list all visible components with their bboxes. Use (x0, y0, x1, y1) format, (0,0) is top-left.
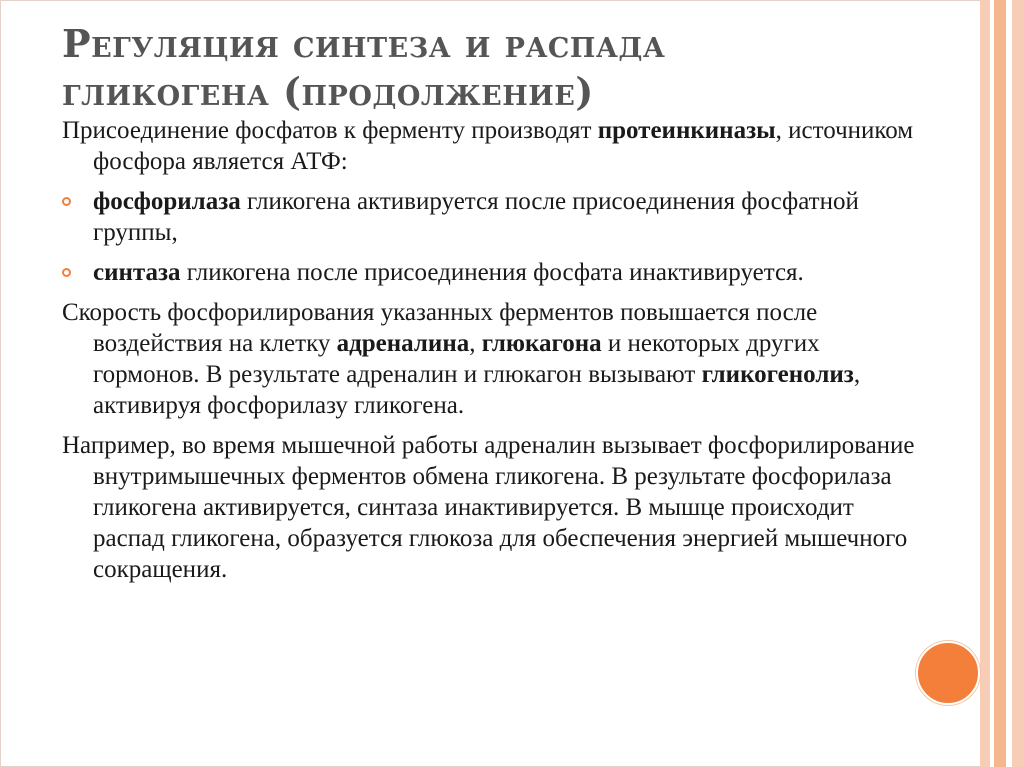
bold-term-glucagon: глюкагона (481, 330, 602, 357)
bold-term-adrenaline: адреналина (336, 330, 470, 357)
slide-title-line-1: Регуляция синтеза и распада (62, 21, 666, 66)
circle-bullet-icon (62, 197, 71, 206)
bullet-text: гликогена активируется после присоединения фосфатной группы, (93, 188, 859, 246)
bullet-item-synthase (62, 257, 922, 288)
bold-term-protein-kinases: протеинкиназы (597, 117, 776, 144)
bold-term-synthase: синтаза (93, 259, 181, 286)
paragraph-text: , источником фосфора является АТФ: (93, 117, 914, 175)
paragraph-text: Присоединение фосфатов к ферменту производят (62, 117, 598, 144)
bold-term-glycogenolysis: гликогенолиз (701, 361, 854, 388)
decorative-stripe (994, 0, 1006, 767)
slide-title-line-2: гликогена (продолжение) (62, 69, 594, 114)
paragraph-text: , (469, 330, 482, 357)
paragraph-protein-kinases (62, 115, 922, 177)
paragraph-muscle-work-example: Например, во время мышечной работы адреналин вызывает фосфорилирование внутримышечных ферментов обмена гликогена. В результате фосфорилаза гликогена активируется, синтаза инактивируется. В мышце происходит распад гликогена, образуется глюкоза для обеспечения энергией мышечного сокращения. (62, 432, 915, 583)
bold-term-phosphorylase: фосфорилаза (93, 188, 241, 215)
bullet-item-phosphorylase (62, 186, 922, 248)
decorative-stripe (1012, 0, 1024, 767)
decorative-stripe (980, 0, 990, 767)
slide-body (62, 115, 922, 594)
circle-bullet-icon (62, 268, 71, 277)
paragraph-text: Скорость фосфорилирования указанных ферментов повышается после воздействия на клетку (62, 299, 818, 357)
slide-title (62, 20, 942, 116)
paragraph-text: , активируя фосфорилазу гликогена. (93, 361, 861, 419)
decorative-circle (916, 641, 980, 705)
bullet-text: гликогена после присоединения фосфата инактивируется. (180, 259, 804, 286)
paragraph-text: и некоторых других гормонов. В результате адреналин и глюкагон вызывают (93, 330, 820, 388)
paragraph-phosphorylation-rate (62, 297, 922, 421)
